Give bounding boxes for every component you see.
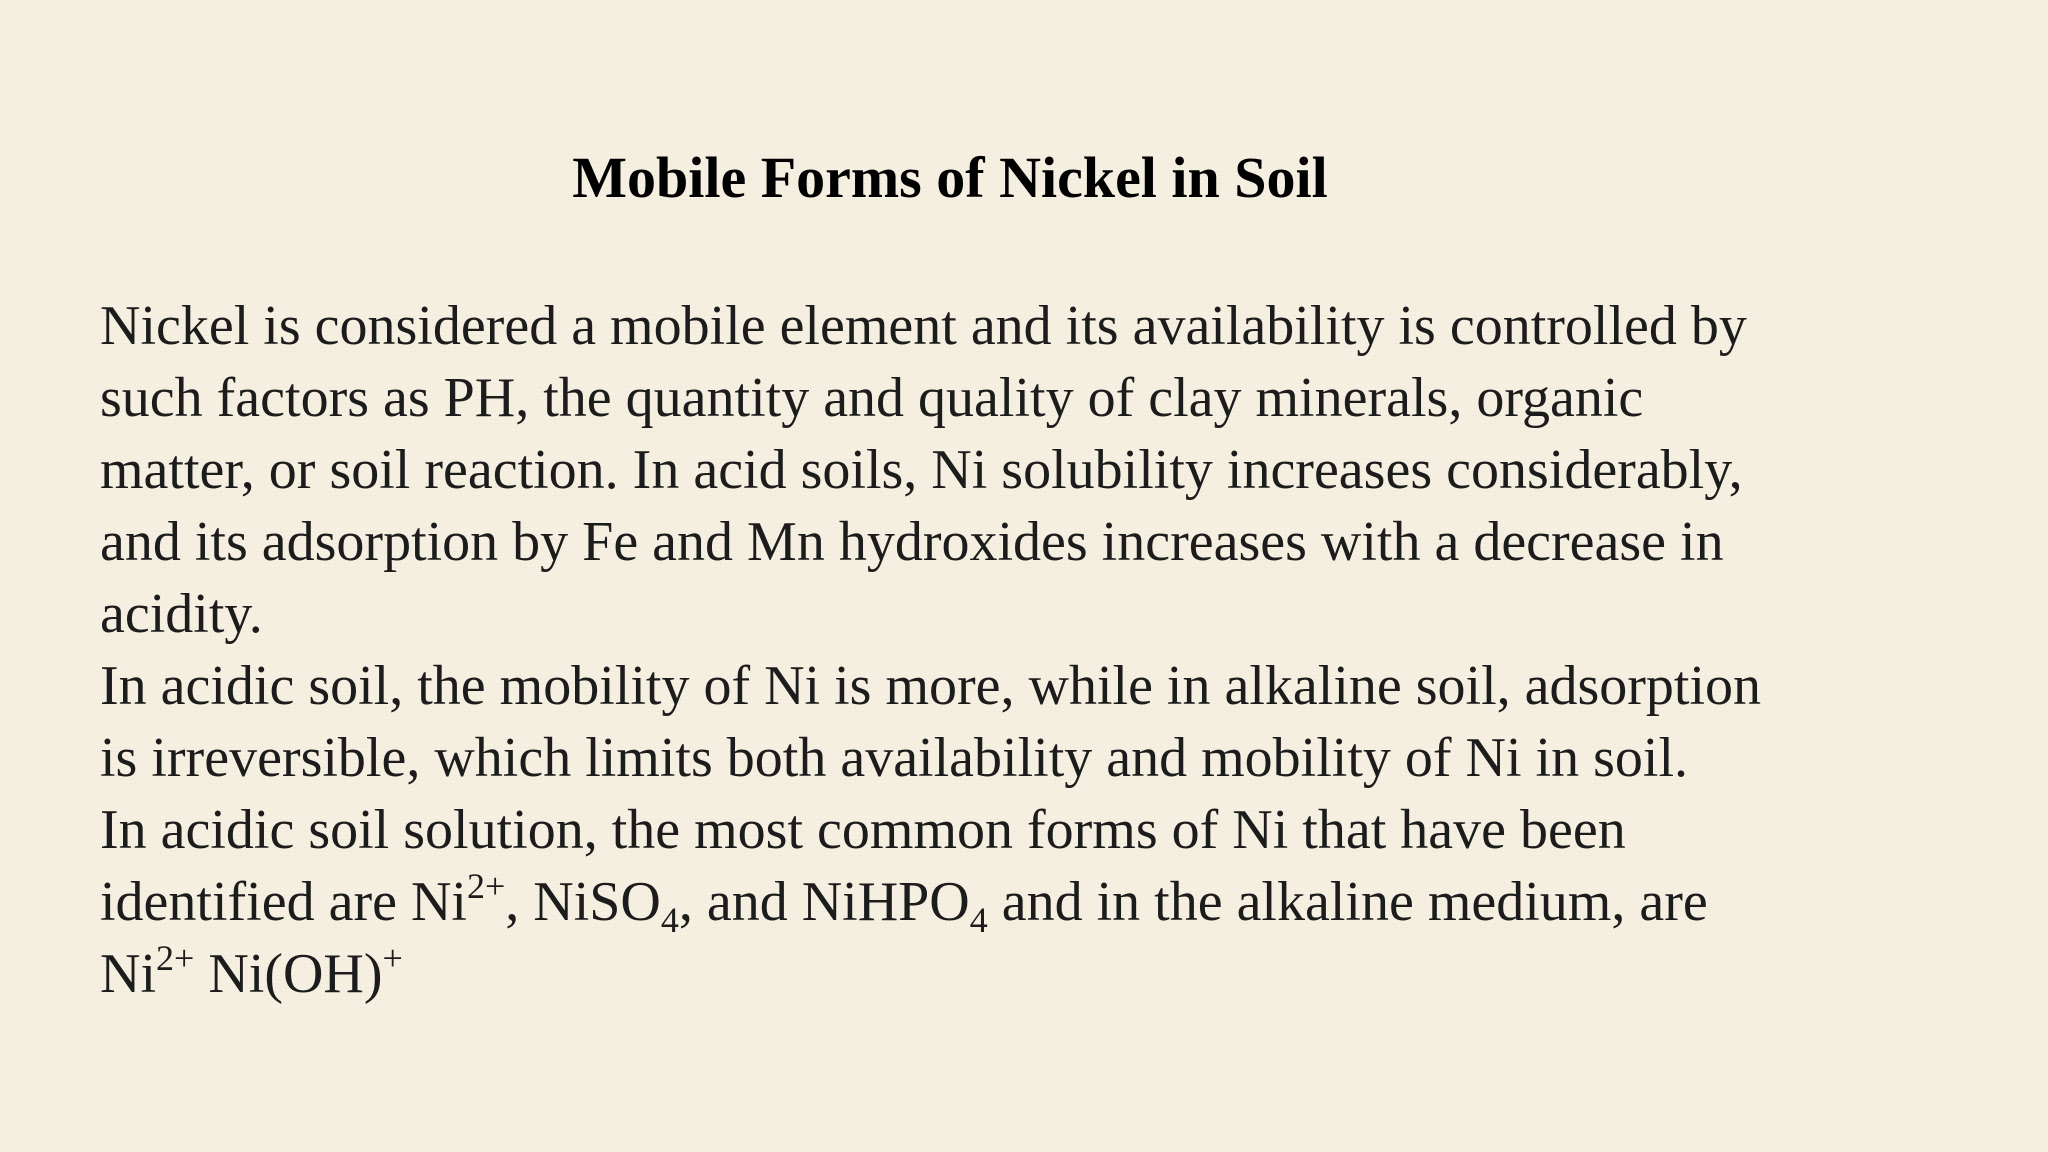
paragraph-acidic-alkaline bbox=[100, 650, 2000, 794]
text-line: In acidic soil solution, the most common forms of Ni that have been bbox=[100, 799, 1626, 861]
ion-charge-superscript: 2+ bbox=[156, 938, 195, 978]
paragraph-nickel-mobility bbox=[100, 290, 2000, 650]
text-line: Nickel is considered a mobile element and its availability is controlled by bbox=[100, 295, 1747, 357]
text-run: identified are Ni bbox=[100, 871, 467, 933]
text-run: , NiSO bbox=[505, 871, 661, 933]
text-line-ions bbox=[100, 938, 2000, 1010]
ion-charge-superscript: + bbox=[382, 938, 403, 978]
text-run: and in the alkaline medium, are bbox=[987, 871, 1708, 933]
text-run: , and NiHPO bbox=[678, 871, 970, 933]
text-line: is irreversible, which limits both availability and mobility of Ni in soil. bbox=[100, 727, 1689, 789]
text-line: such factors as PH, the quantity and quality of clay minerals, organic bbox=[100, 367, 1644, 429]
slide-title: Mobile Forms of Nickel in Soil bbox=[572, 145, 1328, 210]
text-line: acidity. bbox=[100, 583, 263, 645]
text-line: and its adsorption by Fe and Mn hydroxides increases with a decrease in bbox=[100, 511, 1724, 573]
formula-subscript: 4 bbox=[969, 900, 988, 940]
formula-subscript: 4 bbox=[660, 900, 679, 940]
ion-charge-superscript: 2+ bbox=[466, 866, 506, 906]
paragraph-nickel-forms bbox=[100, 794, 2000, 1010]
text-line: matter, or soil reaction. In acid soils, Ni solubility increases considerably, bbox=[100, 439, 1743, 501]
text-line: In acidic soil, the mobility of Ni is more, while in alkaline soil, adsorption bbox=[100, 655, 1762, 717]
text-run: Ni(OH) bbox=[194, 943, 383, 1005]
slide-body bbox=[100, 290, 2000, 1010]
text-run: Ni bbox=[100, 943, 156, 1005]
text-line-formulas bbox=[100, 866, 2000, 938]
